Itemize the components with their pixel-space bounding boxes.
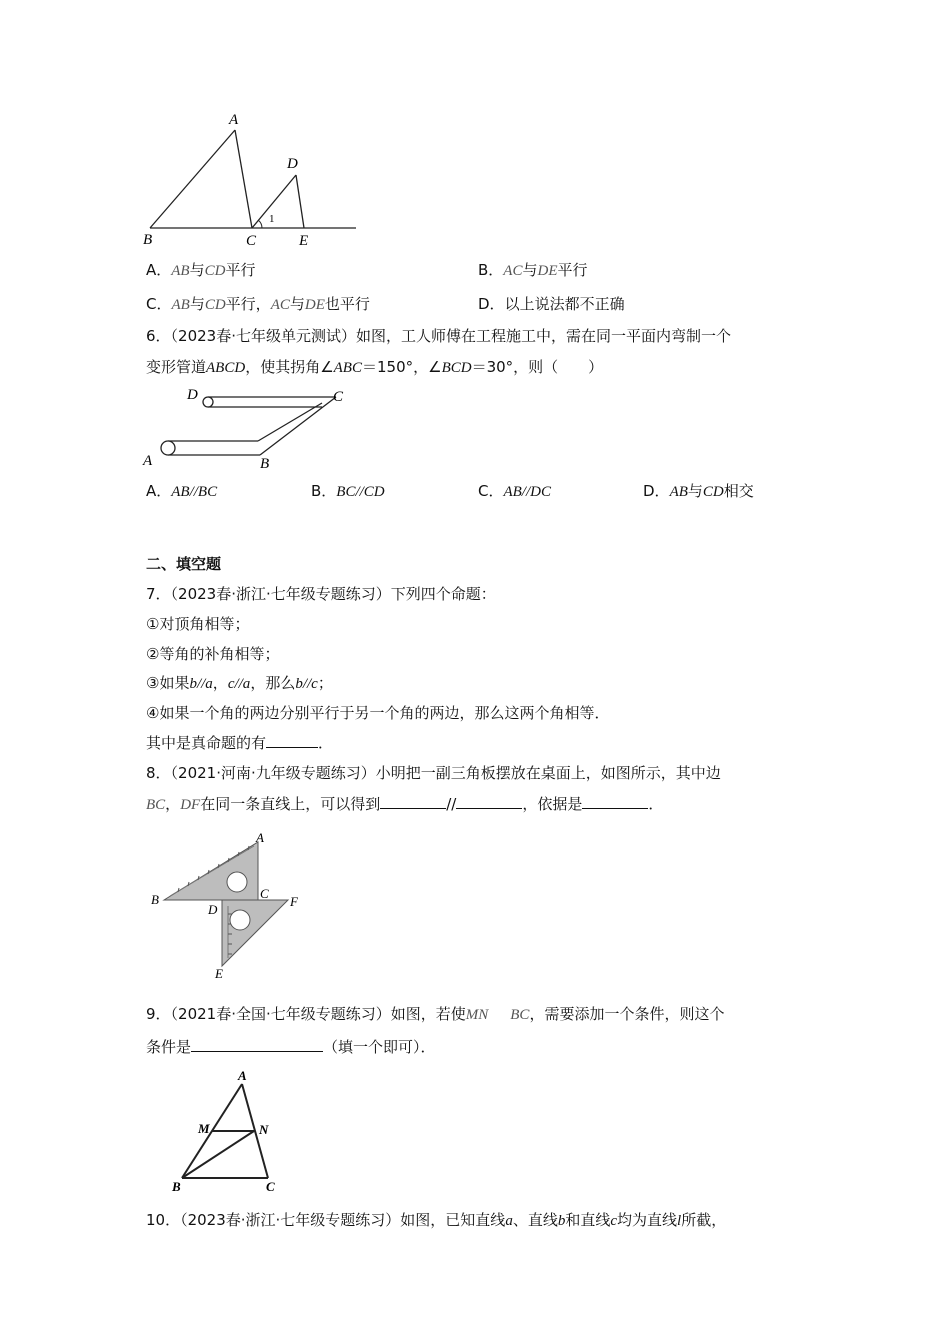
q8-stem-line2: BC，DF在同一条直线上，可以得到 // ，依据是 ． (146, 795, 664, 813)
label-D: D (208, 902, 218, 917)
label-angle-1: 1 (269, 213, 275, 225)
figure-q8-set-squares (148, 830, 308, 985)
q6-stem-line1: 6．（2023春·七年级单元测试）如图，工人师傅在工程施工中，需在同一平面内弯制一个 (146, 327, 731, 345)
q7-stem: 7．（2023春·浙江·七年级专题练习）下列四个命题： (146, 585, 496, 603)
label-M: M (198, 1121, 210, 1136)
label-A: A (229, 112, 239, 128)
label-C: C (333, 389, 344, 405)
answer-blank[interactable] (266, 733, 318, 748)
q5-option-a: A．AB与CD平行 (146, 261, 256, 279)
label-D: D (287, 156, 298, 172)
label-A: A (238, 1068, 247, 1083)
q5-option-d: D．以上说法都不正确 (478, 295, 625, 313)
q6-option-d: D．AB与CD相交 (643, 482, 754, 500)
q5-option-c: C．AB与CD平行，AC与DE也平行 (146, 295, 370, 313)
label-A: A (143, 453, 153, 469)
label-F: F (290, 894, 298, 909)
q9-stem-line2: 条件是 （填一个即可）． (146, 1038, 436, 1056)
label-A: A (256, 830, 264, 845)
q8-stem-line1: 8．（2021·河南·九年级专题练习）小明把一副三角板摆放在桌面上，如图所示，其中边 (146, 764, 721, 782)
answer-blank[interactable] (456, 794, 522, 809)
q10-stem-line1: 10．（2023春·浙江·七年级专题练习）如图，已知直线a、直线b和直线c均为直线l所截， (146, 1211, 727, 1229)
label-B: B (143, 232, 153, 248)
q7-item-3: ③如果b//a，c//a，那么b//c； (146, 674, 333, 692)
answer-blank[interactable] (380, 794, 446, 809)
q9-stem-line1: 9．（2021春·全国·七年级专题练习）如图，若使MN BC，需要添加一个条件，则这个 (146, 1005, 725, 1023)
label-N: N (259, 1122, 269, 1137)
label-C: C (260, 886, 269, 901)
section-title: 二、填空题 (146, 555, 222, 573)
answer-blank[interactable] (582, 794, 648, 809)
figure-q5 (140, 108, 360, 253)
label-E: E (299, 233, 309, 249)
label-E: E (215, 966, 223, 981)
q7-item-1: ①对顶角相等； (146, 615, 250, 633)
label-C: C (266, 1179, 275, 1194)
q7-item-4: ④如果一个角的两边分别平行于另一个角的两边，那么这两个角相等． (146, 704, 610, 722)
label-C: C (246, 233, 257, 249)
q7-answer-line: 其中是真命题的有 ． (146, 734, 334, 752)
answer-blank[interactable] (191, 1037, 323, 1052)
q6-option-b: B．BC//CD (311, 482, 385, 500)
q6-stem-line2: 变形管道ABCD，使其拐角∠ABC＝150°，∠BCD＝30°，则（ ） (146, 358, 604, 376)
q5-option-b: B．AC与DE平行 (478, 261, 588, 279)
figure-q9-triangle (168, 1068, 298, 1196)
label-B: B (260, 456, 270, 472)
q7-item-2: ②等角的补角相等； (146, 645, 280, 663)
label-B: B (151, 892, 159, 907)
q6-option-c: C．AB//DC (478, 482, 551, 500)
figure-q6-pipe (140, 383, 360, 473)
q6-option-a: A．AB//BC (146, 482, 218, 500)
label-B: B (172, 1179, 181, 1194)
label-D: D (187, 387, 198, 403)
